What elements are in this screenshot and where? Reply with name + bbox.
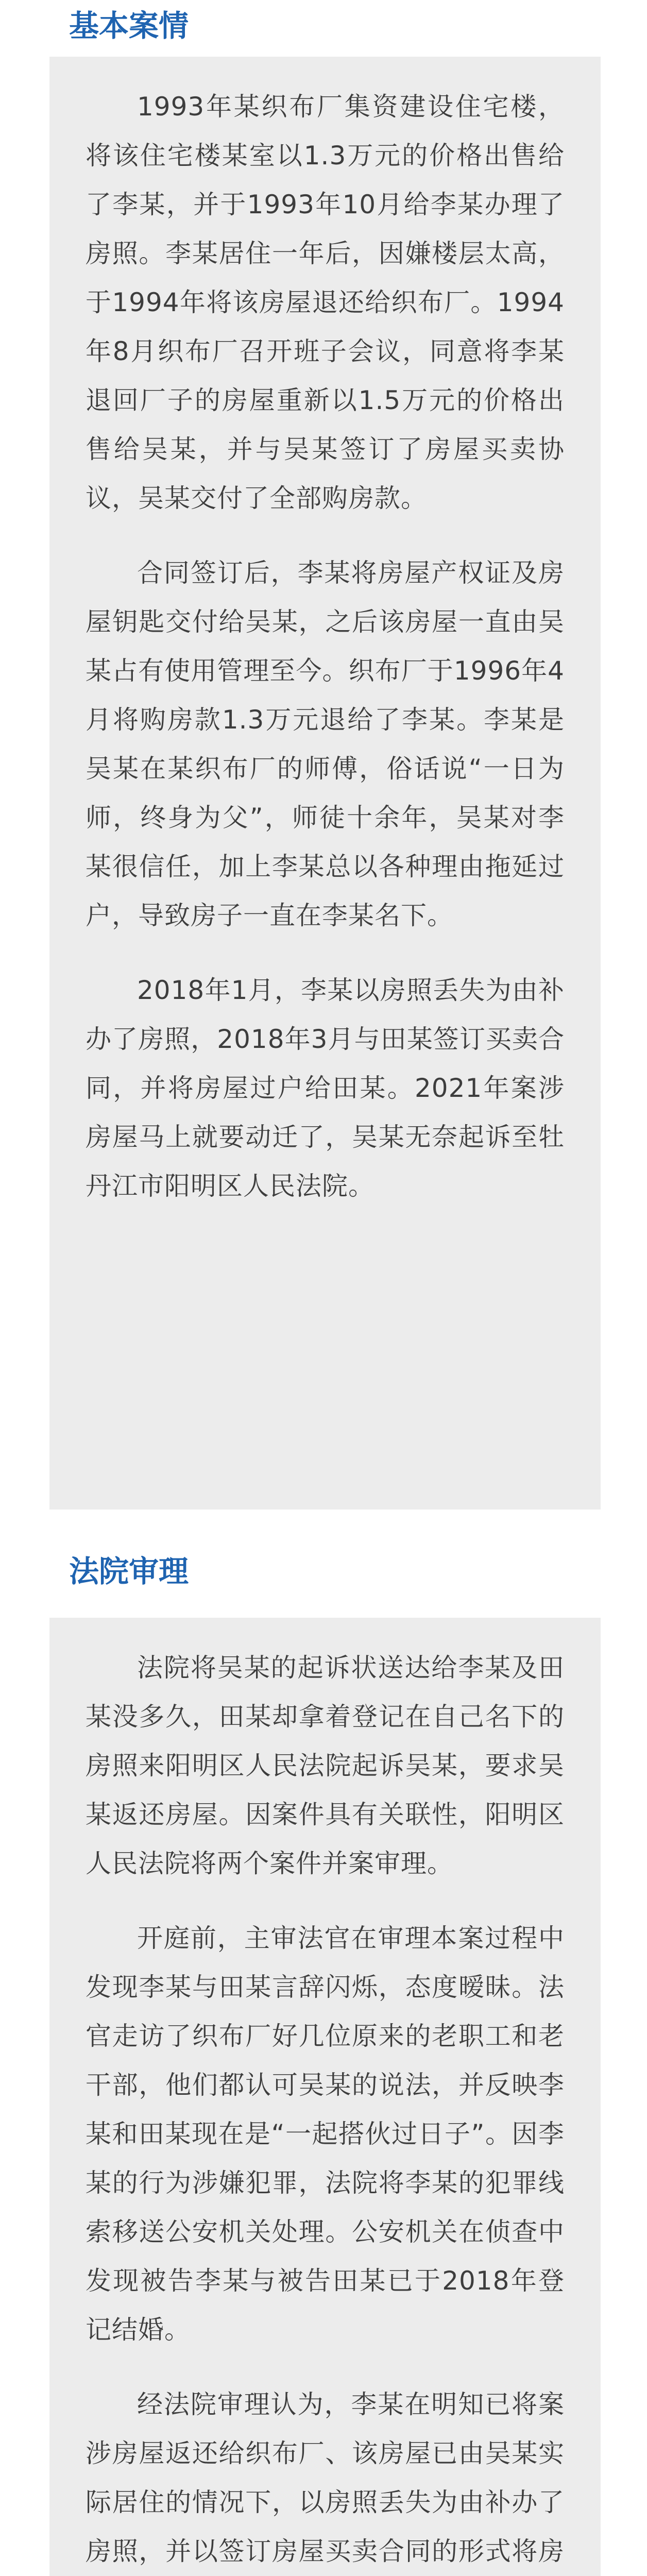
paragraph: 合同签订后，李某将房屋产权证及房屋钥匙交付给吴某，之后该房屋一直由吴某占有使用管理至今。织布厂于1996年4月将购房款1.3万元退给了李某。李某是吴某在某织布厂的师傅，俗话说“一日为师，终身为父”，师徒十余年，吴某对李某很信任，加上李某总以各种理由拖延过户，导致房子一直在李某名下。: [86, 558, 565, 930]
paragraph: 开庭前，主审法官在审理本案过程中发现李某与田某言辞闪烁，态度暧昧。法官走访了织布厂好几位原来的老职工和老干部，他们都认可吴某的说法，并反映李某和田某现在是“一起搭伙过日子”。因李某的行为涉嫌犯罪，法院将李某的犯罪线索移送公安机关处理。公安机关在侦查中发现被告李某与被告田某已于2018年登记结婚。: [86, 1923, 565, 2345]
paragraph: 法院将吴某的起诉状送达给李某及田某没多久，田某却拿着登记在自己名下的房照来阳明区人民法院起诉吴某，要求吴某返还房屋。因案件具有关联性，阳明区人民法院将两个案件并案审理。: [86, 1653, 565, 1878]
paragraph: 2018年1月，李某以房照丢失为由补办了房照，2018年3月与田某签订买卖合同，并将房屋过户给田某。2021年案涉房屋马上就要动迁了，吴某无奈起诉至牡丹江市阳明区人民法院。: [86, 975, 565, 1201]
section-title-basic-facts: 基本案情: [69, 8, 189, 43]
paragraph: 1993年某织布厂集资建设住宅楼，将该住宅楼某室以1.3万元的价格出售给了李某，并于1993年10月给李某办理了房照。李某居住一年后，因嫌楼层太高，于1994年将该房屋退还给织布厂。1994年8月织布厂召开班子会议，同意将李某退回厂子的房屋重新以1.5万元的价格出售给吴某，并与吴某签订了房屋买卖协议，吴某交付了全部购房款。: [86, 92, 565, 513]
section-body-basic-facts: [49, 57, 601, 1510]
section-title-court-trial: 法院审理: [69, 1554, 189, 1589]
paragraph: 经法院审理认为，李某在明知已将案涉房屋返还给织布厂、该房屋已由吴某实际居住的情况下，以房照丢失为由补办了房照，并以签订房屋买卖合同的形式将房: [86, 2389, 565, 2566]
section-body-court-trial: [49, 1618, 601, 2576]
